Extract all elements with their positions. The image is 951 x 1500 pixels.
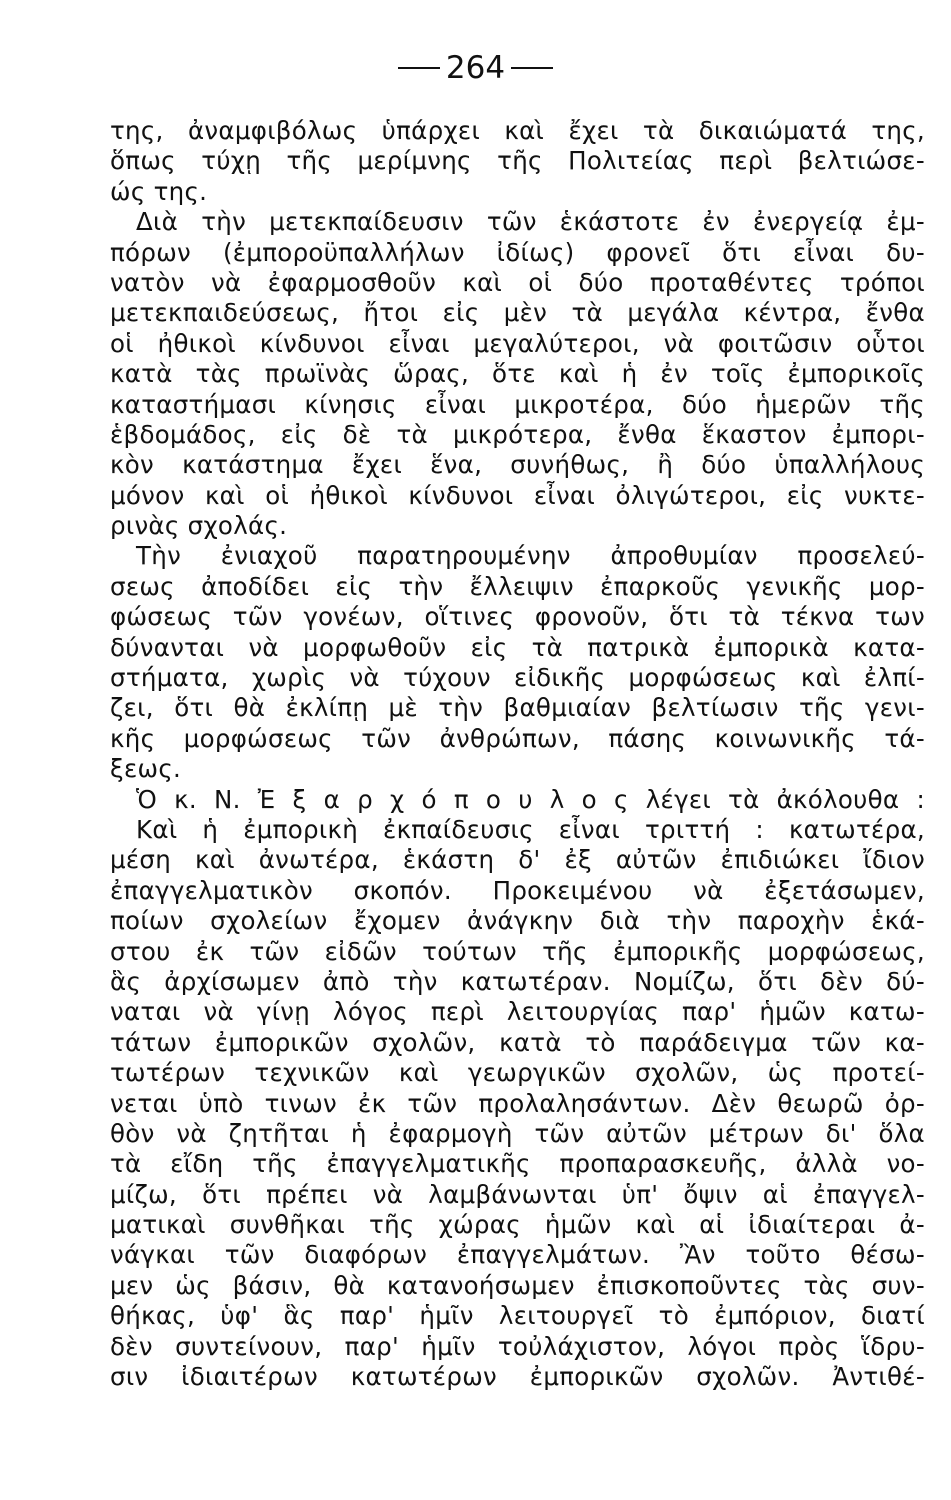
- text-line: σεως ἀποδίδει εἰς τὴν ἔλλειψιν ἐπαρκοῦς γενικῆς μορ-: [110, 571, 925, 601]
- text-line: μόνον καὶ οἱ ἠθικοὶ κίνδυνοι εἶναι ὀλιγώτεροι, εἰς νυκτε-: [110, 480, 925, 510]
- text-line: τωτέρων τεχνικῶν καὶ γεωργικῶν σχολῶν, ὡς προτεί-: [110, 1058, 925, 1088]
- text-line: θὸν νὰ ζητῆται ἡ ἐφαρμογὴ τῶν αὐτῶν μέτρων δι' ὅλα: [110, 1118, 925, 1148]
- text-line: οἱ ἠθικοὶ κίνδυνοι εἶναι μεγαλύτεροι, νὰ φοιτῶσιν οὗτοι: [110, 328, 925, 358]
- text-line: μέση καὶ ἀνωτέρα, ἑκάστη δ' ἐξ αὐτῶν ἐπιδιώκει ἴδιον: [110, 845, 925, 875]
- text-line: δύνανται νὰ μορφωθοῦν εἰς τὰ πατρικὰ ἐμπορικὰ κατα-: [110, 632, 925, 662]
- text-line: νατὸν νὰ ἐφαρμοσθοῦν καὶ οἱ δύο προταθέντες τρόποι: [110, 267, 925, 297]
- text-line: ἃς ἀρχίσωμεν ἀπὸ τὴν κατωτέραν. Νομίζω, ὅτι δὲν δύ-: [110, 966, 925, 996]
- text-line: Διὰ τὴν μετεκπαίδευσιν τῶν ἑκάστοτε ἐν ἐνεργείᾳ ἐμ-: [136, 207, 925, 237]
- text-line: στου ἐκ τῶν εἰδῶν τούτων τῆς ἐμπορικῆς μορφώσεως,: [110, 936, 925, 966]
- text-line: ἑβδομάδος, εἰς δὲ τὰ μικρότερα, ἔνθα ἕκαστον ἐμπορι-: [110, 419, 925, 449]
- text-line: κατὰ τὰς πρωϊνὰς ὥρας, ὅτε καὶ ἡ ἐν τοῖς ἐμπορικοῖς: [110, 359, 925, 389]
- text-line: μεν ὡς βάσιν, θὰ κατανοήσωμεν ἐπισκοποῦντες τὰς συν-: [110, 1270, 925, 1300]
- text-line: τάτων ἐμπορικῶν σχολῶν, κατὰ τὸ παράδειγμα τῶν κα-: [110, 1027, 925, 1057]
- page-number-left-rule: [398, 67, 440, 69]
- text-line: καταστήμασι κίνησις εἶναι μικροτέρα, δύο ἡμερῶν τῆς: [110, 389, 925, 419]
- text-line: κὸν κατάστημα ἔχει ἕνα, συνήθως, ἢ δύο ὑπαλλήλους: [110, 450, 925, 480]
- text-line: ξεως.: [110, 754, 182, 784]
- text-line: Τὴν ἐνιαχοῦ παρατηρουμένην ἀπροθυμίαν προσελεύ-: [136, 541, 925, 571]
- text-line: ματικαὶ συνθῆκαι τῆς χώρας ἡμῶν καὶ αἱ ἰδιαίτεραι ἀ-: [110, 1210, 925, 1240]
- text-line: ἐπαγγελματικὸν σκοπόν. Προκειμένου νὰ ἐξετάσωμεν,: [110, 875, 925, 905]
- page-number-text: 264: [445, 50, 506, 86]
- text-line: ζει, ὅτι θὰ ἐκλίπῃ μὲ τὴν βαθμιαίαν βελτίωσιν τῆς γενι-: [110, 693, 925, 723]
- body-text: [110, 116, 925, 1392]
- text-line: κῆς μορφώσεως τῶν ἀνθρώπων, πάσης κοινωνικῆς τά-: [110, 723, 925, 753]
- text-line: θήκας, ὑφ' ἃς παρ' ἡμῖν λειτουργεῖ τὸ ἐμπόριον, διατί: [110, 1301, 925, 1331]
- text-line: τὰ εἴδη τῆς ἐπαγγελματικῆς προπαρασκευῆς, ἀλλὰ νο-: [110, 1149, 925, 1179]
- page-number: [0, 48, 951, 88]
- text-line: ποίων σχολείων ἔχομεν ἀνάγκην διὰ τὴν παροχὴν ἑκά-: [110, 906, 925, 936]
- text-line: στήματα, χωρὶς νὰ τύχουν εἰδικῆς μορφώσεως καὶ ἐλπί-: [110, 663, 925, 693]
- text-line: Ὁ κ. Ν. Ἐ ξ α ρ χ ό π ο υ λ ο ς λέγει τὰ ἀκόλουθα :: [136, 784, 925, 814]
- text-line: ρινὰς σχολάς.: [110, 511, 288, 541]
- text-line: Καὶ ἡ ἐμπορικὴ ἐκπαίδευσις εἶναι τριττή : κατωτέρα,: [136, 814, 925, 844]
- text-line: νεται ὑπὸ τινων ἐκ τῶν προλαλησάντων. Δὲν θεωρῶ ὀρ-: [110, 1088, 925, 1118]
- text-line: της, ἀναμφιβόλως ὑπάρχει καὶ ἔχει τὰ δικαιώματά της,: [110, 116, 925, 145]
- text-line: μετεκπαιδεύσεως, ἤτοι εἰς μὲν τὰ μεγάλα κέντρα, ἔνθα: [110, 298, 925, 328]
- text-line: ὅπως τύχῃ τῆς μερίμνης τῆς Πολιτείας περὶ βελτιώσε-: [110, 146, 925, 176]
- text-line: νάγκαι τῶν διαφόρων ἐπαγγελμάτων. Ἂν τοῦτο θέσω-: [110, 1240, 925, 1270]
- text-line: δὲν συντείνουν, παρ' ἡμῖν τοὐλάχιστον, λόγοι πρὸς ἵδρυ-: [110, 1331, 925, 1361]
- text-line: πόρων (ἐμποροϋπαλλήλων ἰδίως) φρονεῖ ὅτι εἶναι δυ-: [110, 237, 925, 267]
- text-line: ώς της.: [110, 176, 208, 206]
- text-line: ναται νὰ γίνῃ λόγος περὶ λειτουργίας παρ' ἡμῶν κατω-: [110, 997, 925, 1027]
- page-number-right-rule: [511, 67, 553, 69]
- text-line: σιν ἰδιαιτέρων κατωτέρων ἐμπορικῶν σχολῶν. Ἀντιθέ-: [110, 1362, 925, 1392]
- text-line: μίζω, ὅτι πρέπει νὰ λαμβάνωνται ὑπ' ὄψιν αἱ ἐπαγγελ-: [110, 1179, 925, 1209]
- text-line: φώσεως τῶν γονέων, οἵτινες φρονοῦν, ὅτι τὰ τέκνα των: [110, 602, 925, 632]
